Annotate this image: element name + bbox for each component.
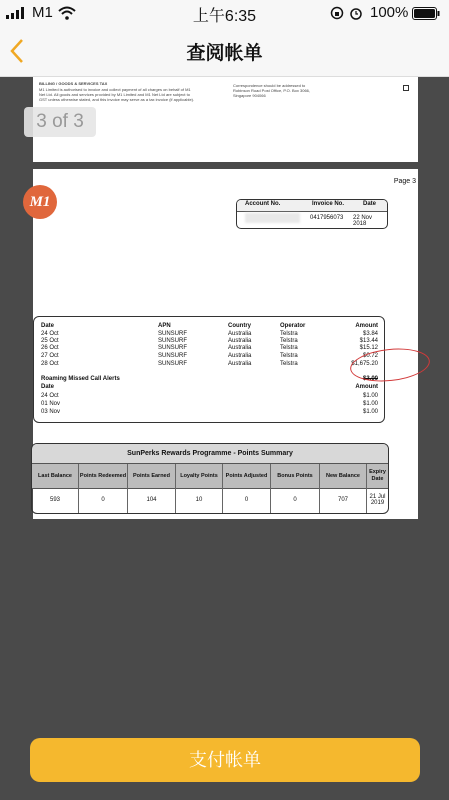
usage-amount: $13.44 — [359, 338, 378, 344]
column-divider — [222, 464, 223, 513]
battery-icon — [412, 7, 440, 20]
missed-col-header-date: Date — [41, 384, 55, 390]
billing-text: Net Ltd. All goods and services provided by M1 Limited and M1 Net Ltd are subject to — [39, 92, 190, 97]
usage-date: 28 Oct — [41, 361, 59, 367]
usage-country: Australia — [228, 361, 252, 367]
column-divider — [270, 464, 271, 513]
col-header-operator: Operator — [280, 323, 306, 329]
battery-percent: 100% — [370, 4, 409, 21]
column-divider — [175, 464, 176, 513]
roaming-usage-table — [33, 316, 385, 423]
billing-heading: BILLING / GOODS & SERVICES TAX — [39, 81, 108, 86]
usage-operator: Telstra — [280, 353, 298, 359]
pay-bill-button[interactable]: 支付帐单 — [30, 738, 420, 782]
usage-amount: $0.72 — [362, 353, 378, 359]
missed-call-subtotal: $3.00 — [362, 376, 378, 382]
missed-amount: $1.00 — [362, 393, 378, 399]
rewards-header: Bonus Points — [277, 472, 313, 479]
rewards-value: 0 — [101, 497, 105, 503]
rewards-value: 0 — [293, 497, 297, 503]
col-header-amount: Amount — [355, 323, 378, 329]
missed-amount: $1.00 — [362, 409, 378, 415]
m1-logo: M1 — [23, 185, 57, 219]
column-divider — [78, 464, 79, 513]
missed-col-header-amount: Amount — [355, 384, 378, 390]
nav-bar — [0, 26, 449, 77]
account-info-box — [236, 199, 388, 229]
missed-date: 03 Nov — [41, 409, 61, 415]
rewards-header: Points Adjusted — [225, 472, 268, 479]
usage-amount: $1,675.20 — [351, 361, 378, 367]
correspondence-text: Robinson Road Post Office, P.O. Box 3066, — [233, 88, 311, 93]
rotation-lock-icon — [330, 6, 344, 20]
rewards-value: 21 Jul 2019 — [369, 494, 386, 506]
col-header-country: Country — [228, 323, 251, 329]
usage-apn: SUNSURF — [158, 338, 188, 344]
rewards-value: 0 — [244, 497, 249, 503]
date-value: 22 Nov 2018 — [353, 215, 373, 227]
usage-apn: SUNSURF — [158, 345, 188, 351]
col-header-apn: APN — [158, 323, 171, 329]
page-indicator: 3 of 3 — [24, 107, 96, 137]
usage-amount: $3.84 — [362, 331, 378, 337]
date-label: Date — [363, 201, 377, 207]
clock: 上午6:35 — [192, 8, 257, 25]
usage-country: Australia — [228, 353, 252, 359]
rewards-title: SunPerks Rewards Programme - Points Summary — [32, 444, 388, 464]
rewards-value: 10 — [195, 497, 203, 503]
usage-operator: Telstra — [280, 361, 298, 367]
account-no-label: Account No. — [245, 201, 281, 207]
invoice-no-value: 0417956073 — [310, 215, 344, 221]
usage-date: 26 Oct — [41, 345, 59, 351]
rewards-header: Last Balance — [38, 472, 72, 479]
missed-call-title: Roaming Missed Call Alerts — [41, 376, 120, 382]
usage-date: 24 Oct — [41, 331, 59, 337]
column-divider — [127, 464, 128, 513]
carrier-label: M1 — [32, 4, 53, 21]
usage-apn: SUNSURF — [158, 361, 188, 367]
usage-apn: SUNSURF — [158, 331, 188, 337]
usage-operator: Telstra — [280, 345, 298, 351]
correspondence-text: Correspondence should be addressed to — [233, 83, 306, 88]
billing-text: GST unless otherwise stated, and this invoice may serve as a tax invoice (if applicable). — [39, 97, 195, 102]
rewards-header: Loyalty Points — [180, 472, 218, 479]
rewards-value: 104 — [146, 497, 157, 503]
usage-operator: Telstra — [280, 331, 298, 337]
usage-apn: SUNSURF — [158, 353, 188, 359]
account-no-redacted — [245, 213, 300, 223]
correspondence-text: Singapore 904066 — [233, 93, 266, 98]
usage-country: Australia — [228, 338, 252, 344]
rewards-value: 593 — [49, 497, 60, 503]
col-header-date: Date — [41, 323, 55, 329]
rewards-header: Points Earned — [133, 472, 170, 479]
usage-country: Australia — [228, 331, 252, 337]
alarm-icon — [349, 6, 363, 20]
usage-country: Australia — [228, 345, 252, 351]
missed-date: 24 Oct — [41, 393, 59, 399]
usage-amount: $15.12 — [359, 345, 378, 351]
invoice-no-label: Invoice No. — [312, 201, 345, 207]
rewards-points-table — [31, 443, 389, 514]
usage-date: 25 Oct — [41, 338, 59, 344]
status-bar — [0, 0, 449, 26]
billing-text: M1 Limited is authorised to invoice and collect payment of all charges on behalf of M1 — [39, 87, 191, 92]
rewards-header: Points Redeemed — [79, 472, 127, 479]
checkbox-mark — [403, 85, 409, 91]
page-title: 查阅帐单 — [186, 43, 263, 64]
column-divider — [319, 464, 320, 513]
rewards-header: New Balance — [326, 472, 360, 479]
bill-viewer[interactable] — [0, 77, 449, 800]
rewards-header: Expiry Date — [369, 469, 386, 482]
rewards-value: 707 — [337, 497, 348, 503]
usage-date: 27 Oct — [41, 353, 59, 359]
missed-amount: $1.00 — [362, 401, 378, 407]
page-number: Page 3 — [393, 178, 416, 185]
usage-operator: Telstra — [280, 338, 298, 344]
missed-date: 01 Nov — [41, 401, 61, 407]
